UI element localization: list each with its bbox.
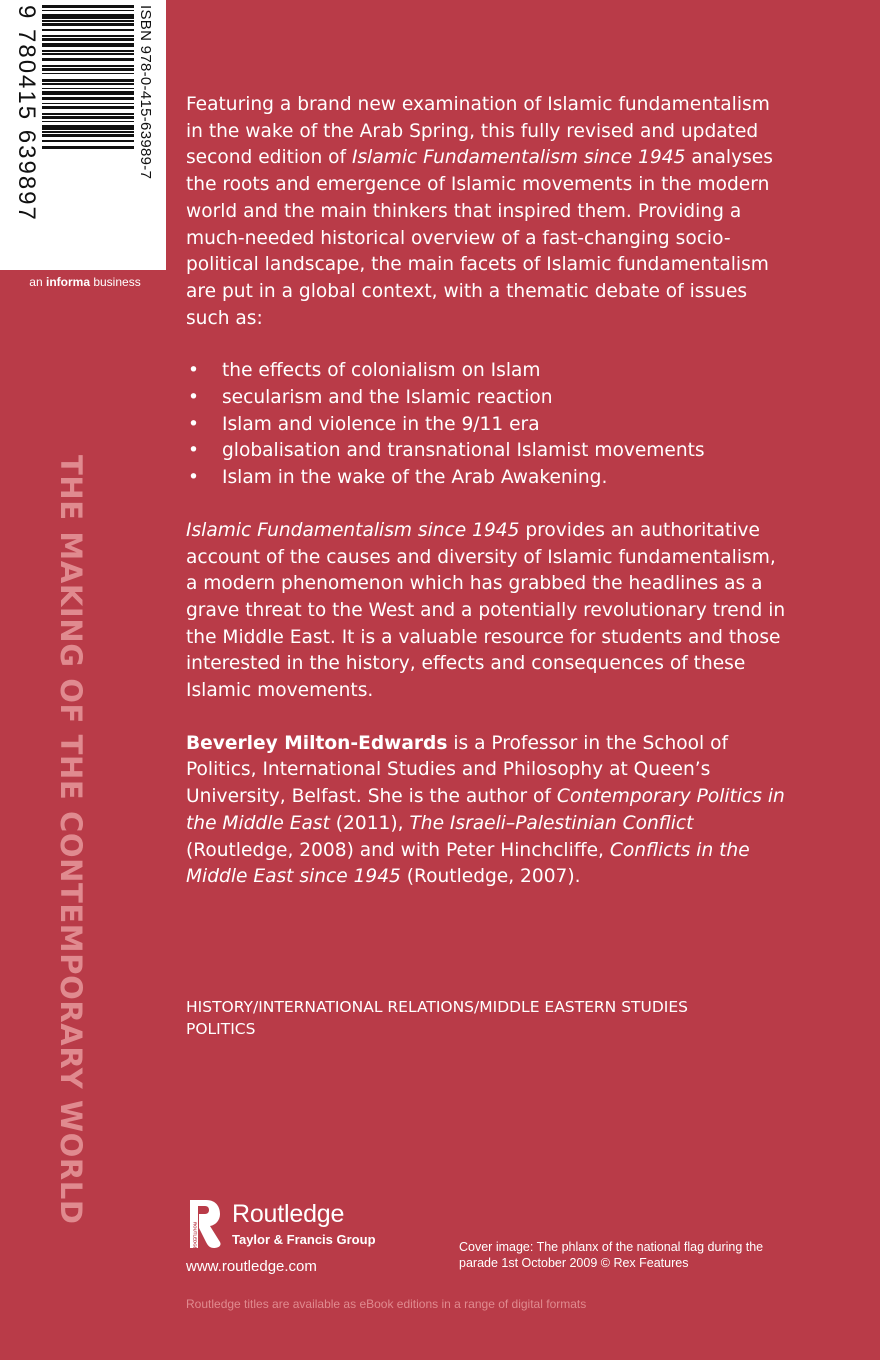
subject-line: POLITICS [186,1020,256,1038]
routledge-logo-icon [186,1198,222,1250]
book-title: Conflicts in the Middle East since 1945 [186,839,750,888]
tagline-prefix: an [29,275,46,289]
bio-text: is a Professor in the School of Politics, International Studies and Philosophy at Queen’s University, Belfast. She is the author of [186,732,729,808]
book-title: The Israeli–Palestinian Conflict [409,812,694,834]
ebook-note: Routledge titles are available as eBook editions in a range of digital formats [186,1297,587,1311]
subject-line: HISTORY/INTERNATIONAL RELATIONS/MIDDLE EASTERN STUDIES [186,998,688,1016]
description-text: provides an authoritative account of the causes and diversity of Islamic fundamentalism, a modern phenomenon which has grabbed the headlines as a grave threat to the West and a potentially revolutionary trend in the Middle East. It is a valuable resource for students and those interested in the history, effects and consequences of these Islamic movements. [186,519,786,702]
cover-image-credit: Cover image: The phlanx of the national flag during the parade 1st October 2009 © Rex Features [459,1240,764,1270]
barcode [8,5,158,265]
description-paragraph-2 [186,518,786,705]
bio-text: (Routledge, 2008) and with Peter Hinchcliffe, [186,839,610,861]
logo-vertical-text: ROUTLEDGE [192,1222,198,1250]
series-title: THE MAKING OF THE CONTEMPORARY WORLD [54,455,88,1225]
barcode-digits: 9 780415 639897 [13,5,40,222]
list-item: • Islam and violence in the 9/11 era [186,412,786,439]
list-item: • the effects of colonialism on Islam [186,358,786,385]
author-name: Beverley Milton-Edwards [186,732,448,754]
topic-list [186,358,786,492]
publisher-name: Routledge [232,1200,345,1228]
isbn-label: ISBN 978-0-415-63989-7 [137,5,154,180]
publisher-group: Taylor & Francis Group [232,1232,376,1247]
barcode-panel [0,0,166,270]
barcode-bars [42,5,134,265]
book-title: Islamic Fundamentalism since 1945 [352,147,686,169]
tagline-brand: informa [45,275,90,289]
description-paragraph-1 [186,92,786,332]
list-item: • secularism and the Islamic reaction [186,385,786,412]
book-title: Contemporary Politics in the Middle East [186,786,785,834]
bio-text: (2011), [329,812,410,834]
list-item: • globalisation and transnational Islamist movements [186,438,786,465]
bio-text: (Routledge, 2007). [400,866,581,888]
description-text: Featuring a brand new examination of Islamic fundamentalism in the wake of the Arab Spring, this fully revised and updated second edition of [186,94,770,169]
book-title: Islamic Fundamentalism since 1945 [186,519,520,541]
back-cover-text [186,92,786,891]
barcode-bar [42,149,134,151]
subject-categories [186,996,786,1040]
publisher-tagline [0,275,170,289]
publisher-url[interactable]: www.routledge.com [186,1258,317,1275]
tagline-suffix: business [90,275,141,289]
author-bio [186,731,786,891]
description-text: analyses the roots and emergence of Islamic movements in the modern world and the main thinkers that inspired them. Providing a much-needed historical overview of a fast-changing socio-political landscape, the main facets of Islamic fundamentalism are put in a global context, with a thematic debate of issues such as: [186,147,773,329]
list-item: • Islam in the wake of the Arab Awakening. [186,465,786,492]
